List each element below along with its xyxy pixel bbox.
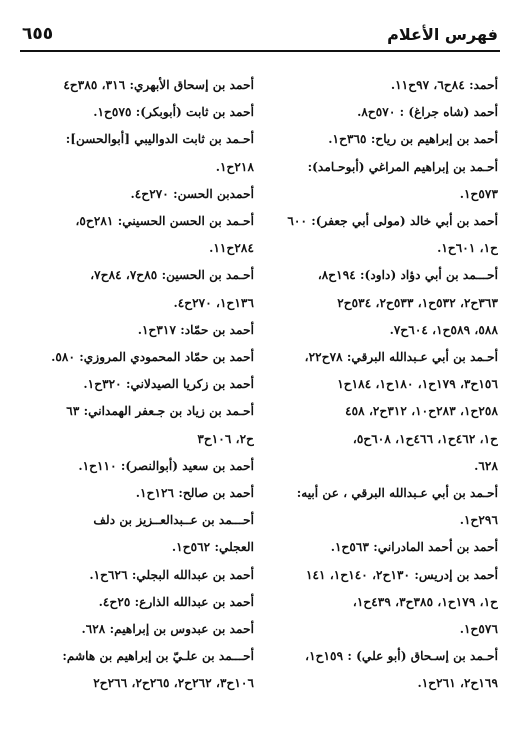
- index-line: أحـمد بن إسـحاق (أبو علي) : ١٥٩ح١،: [305, 649, 498, 664]
- index-line: أحمد (شاه جراغ) : ٥٧٠ح٨.: [357, 105, 498, 120]
- index-line: أحمد بن إسحاق الأبهري: ٣١٦، ٣٨٥ح٤: [63, 78, 254, 92]
- index-line: ٥٨٨، ٥٨٩ح١، ٦٠٤ح٧.: [389, 322, 498, 337]
- index-line: العجلي: ٥٦٢ح١.: [171, 540, 254, 555]
- index-line: ٥٧٦ح١.: [459, 622, 498, 637]
- index-line: ٣٦٣ح٢، ٥٣٢ح١، ٥٣٣ح٢، ٥٣٤ح٢: [337, 295, 498, 310]
- section-title: فهرس الأعلام: [387, 24, 498, 44]
- index-line: ح١، ٤٦٢ح١، ٤٦٦ح١، ٦٠٨ح٥،: [352, 431, 498, 446]
- index-line: ٢١٨ح١.: [215, 159, 254, 174]
- index-line: ١٥٦ح٣، ١٧٩ح١، ١٨٠ح١، ١٨٤ح١: [337, 377, 498, 392]
- index-line: ١٦٩ح٢، ٢٦١ح١.: [417, 676, 498, 691]
- index-line: أحمد بن إدريس: ١٣٠ح٢، ١٤٠ح١، ١٤١: [305, 567, 498, 582]
- index-line: ح١، ٦٠١ح١.: [437, 241, 498, 256]
- index-line: أحمدبن الحسن: ٢٧٠ح٤.: [130, 186, 254, 201]
- index-line: أحـمد بن أبي عـبدالله البرقي: ٧٨ح٢٢،: [304, 350, 498, 365]
- index-line: ح٢، ١٠٦ح٣: [197, 431, 254, 446]
- index-line: أحـمد بن إبراهيم المراغي (أبوحـامد):: [307, 159, 498, 174]
- index-line: أحـمد بن الحسين: ٨٥ح٧، ٨٤ح٧،: [90, 268, 254, 283]
- right-column: [266, 72, 498, 730]
- index-line: أحمد بن عبدوس بن إبراهيم: ٦٢٨.: [81, 622, 254, 637]
- index-line: ٦٢٨.: [474, 458, 498, 473]
- left-column: [22, 72, 254, 730]
- header-divider: [20, 50, 500, 52]
- index-line: أحمد بن عبدالله الذارع: ٢٥ح٤.: [98, 594, 254, 609]
- index-line: أحمد بن ثابت (أبوبكر): ٥٧٥ح١.: [93, 105, 254, 120]
- index-line: ٢٩٦ح١.: [459, 513, 498, 528]
- page-number: ٦٥٥: [22, 24, 54, 44]
- index-line: أحمد بن إبراهيم بن رياح: ٣٦٥ح١.: [328, 132, 498, 147]
- index-line: أحـمد بن زياد بن جـعفر الهمداني: ٦٣: [66, 404, 254, 419]
- index-line: ١٣٦ح١، ٢٧٠ح٤.: [173, 295, 254, 310]
- index-line: أحمد بن سعيد (أبوالنصر): ١١٠ح١.: [78, 458, 254, 473]
- index-line: ٢٥٨ح١، ٢٨٣ح١٠، ٣١٢ح٢، ٤٥٨: [345, 404, 498, 419]
- index-line: ٢٨٤ح١١.: [209, 241, 254, 256]
- index-line: أحمد بن حمّاد المحمودي المروزي: ٥٨٠.: [51, 350, 254, 365]
- index-line: أحـمد بن أبي عـبدالله البرقي ، عن أبيه:: [296, 486, 498, 501]
- index-line: أحمد بن عبدالله البجلي: ٦٢٦ح١.: [89, 567, 254, 582]
- index-line: أحمد بن صالح: ١٢٦ح١.: [135, 486, 254, 501]
- page-header: [22, 22, 498, 46]
- index-line: ١٠٦ح٣، ٢٦٢ح٢، ٢٦٥ح٢، ٢٦٦ح٢: [93, 676, 254, 691]
- index-line: أحمد بن أبي خالد (مولى أبي جعفر): ٦٠٠: [287, 214, 498, 229]
- index-line: أحـمد بن الحسن الحسيني: ٢٨١ح٥،: [75, 214, 254, 229]
- index-line: ٥٧٣ح١.: [459, 186, 498, 201]
- index-line: أحمد بن زكريا الصيدلاني: ٣٢٠ح١.: [83, 377, 254, 392]
- index-line: أحمد بن حمّاد: ٣١٧ح١.: [137, 322, 254, 337]
- index-line: أحـــمد بن أبي دؤاد (داود): ١٩٤ح٨،: [317, 268, 498, 283]
- index-line: أحمد: ٨٤ح٦، ٩٧ح١١.: [390, 78, 498, 92]
- index-line: أحـــمد بن علـيّ بن إبراهيم بن هاشم:: [62, 649, 254, 664]
- index-line: أحمد بن أحمد المادراني: ٥٦٣ح١.: [330, 540, 498, 555]
- index-columns: [22, 72, 498, 730]
- index-line: أحـــمد بن عــبدالعــزيز بن دلف: [93, 513, 254, 528]
- index-line: ح١، ١٧٩ح١، ٣٨٥ح٣، ٤٣٩ح١،: [352, 594, 498, 609]
- index-line: أحـمد بن ثابت الدواليبي [أبوالحسن]:: [65, 132, 254, 147]
